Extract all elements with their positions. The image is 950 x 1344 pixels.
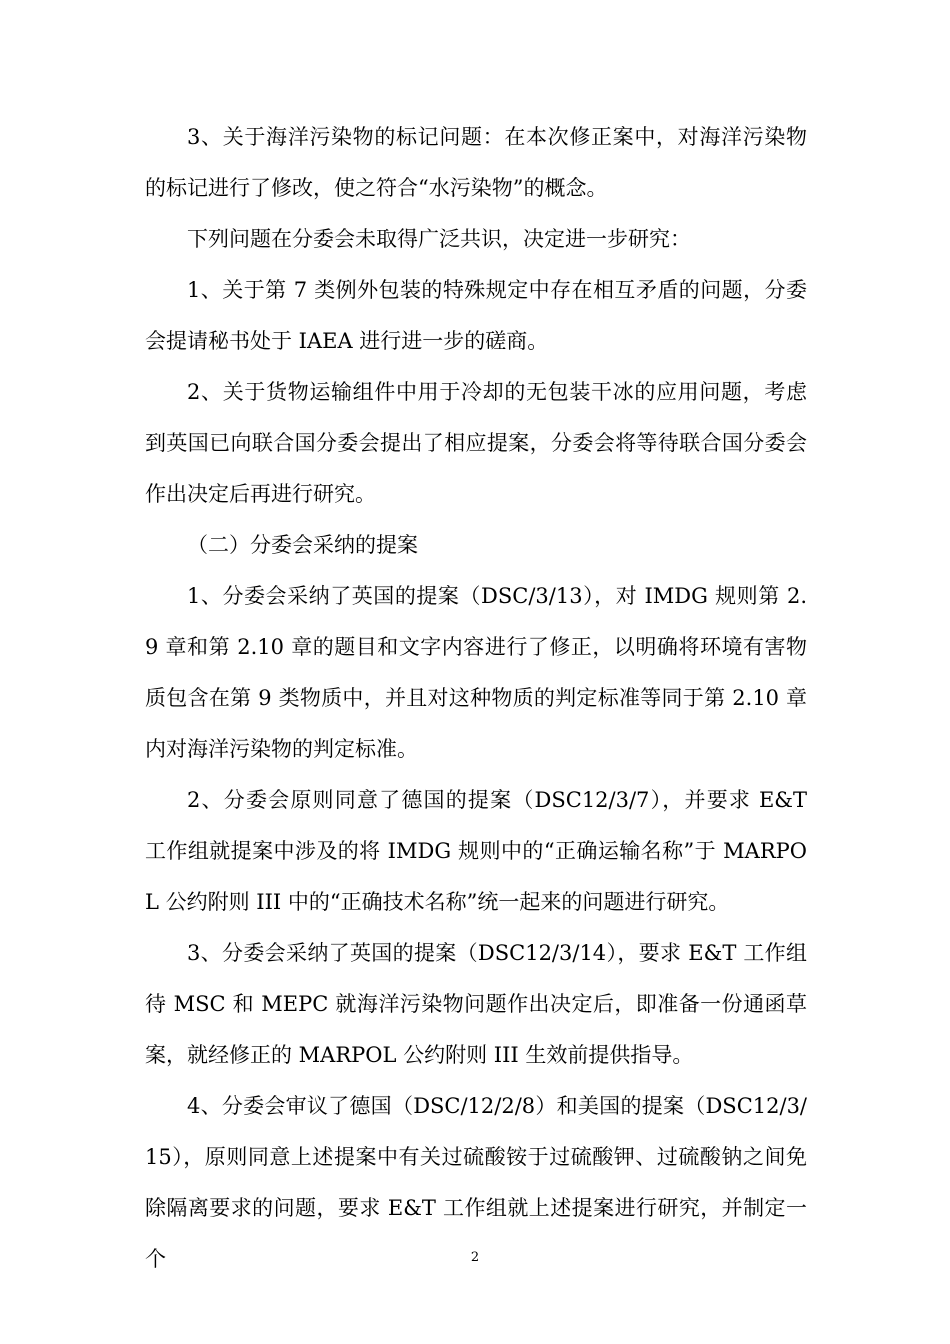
paragraph-unresolved-issues-intro: 下列问题在分委会未取得广泛共识，决定进一步研究： <box>187 227 691 251</box>
paragraph-marine-pollutant-marking: 3、关于海洋污染物的标记问题：在本次修正案中，对海洋污染物的标记进行了修改，使之符合“水污染物”的概念。 <box>145 125 807 200</box>
document-body <box>145 112 807 1285</box>
paragraph-uk-proposal-dsc-3-13: 1、分委会采纳了英国的提案（DSC/3/13），对 IMDG 规则第 2.9 章和第 2.10 章的题目和文字内容进行了修正，以明确将环境有害物质包含在第 9 类物质中，并且对这种物质的判定标准等同于第 2.10 章内对海洋污染物的判定标准。 <box>145 584 807 761</box>
paragraph-dry-ice: 2、关于货物运输组件中用于冷却的无包装干冰的应用问题，考虑到英国已向联合国分委会提出了相应提案，分委会将等待联合国分委会作出决定后再进行研究。 <box>145 380 807 506</box>
paragraph-uk-proposal-dsc12-3-14: 3、分委会采纳了英国的提案（DSC12/3/14），要求 E&T 工作组待 MSC 和 MEPC 就海洋污染物问题作出决定后，即准备一份通函草案，就经修正的 MARPOL 公约附则 III 生效前提供指导。 <box>145 941 807 1067</box>
paragraph-germany-us-proposals: 4、分委会审议了德国（DSC/12/2/8）和美国的提案（DSC12/3/15），原则同意上述提案中有关过硫酸铵于过硫酸钾、过硫酸钠之间免除隔离要求的问题，要求 E&T 工作组就上述提案进行研究，并制定一个 <box>145 1094 807 1271</box>
page-number: 2 <box>470 1250 480 1265</box>
paragraph-germany-proposal-dsc12-3-7: 2、分委会原则同意了德国的提案（DSC12/3/7），并要求 E&T 工作组就提案中涉及的将 IMDG 规则中的“正确运输名称”于 MARPOL 公约附则 III 中的“正确技术名称”统一起来的问题进行研究。 <box>145 788 807 914</box>
section-heading-adopted-proposals: （二）分委会采纳的提案 <box>187 533 418 557</box>
paragraph-class7-excepted-packages: 1、关于第 7 类例外包装的特殊规定中存在相互矛盾的问题，分委会提请秘书处于 IAEA 进行进一步的磋商。 <box>145 278 807 353</box>
